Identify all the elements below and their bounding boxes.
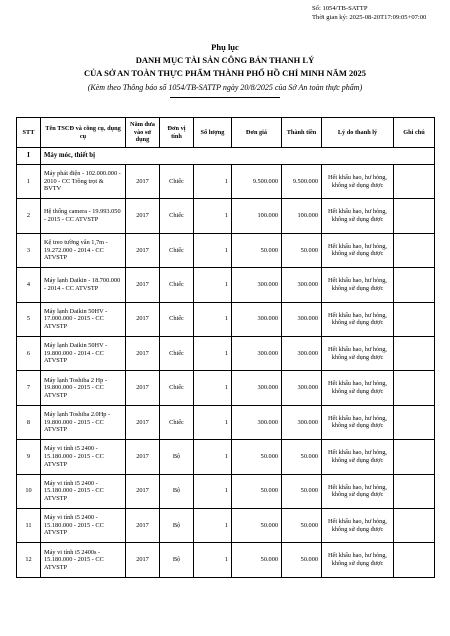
cell-unit-price: 50.000 — [232, 508, 282, 542]
cell-year: 2017 — [126, 165, 160, 199]
cell-reason: Hết khấu hao, hư hỏng, không sử dụng được — [322, 405, 394, 439]
cell-note — [394, 371, 435, 405]
cell-quantity: 1 — [194, 474, 232, 508]
cell-asset-name: Máy phát điện - 102.000.000 - 2010 - CC Trồng trọt & BVTV — [41, 165, 126, 199]
document-title-line1: DANH MỤC TÀI SẢN CÔNG BÁN THANH LÝ — [135, 55, 315, 65]
cell-asset-name: Máy lạnh Toshiba 2 Hp - 19.800.000 - 2015 - CC ATVSTP — [41, 371, 126, 405]
cell-stt: 4 — [17, 268, 41, 302]
cell-note — [394, 165, 435, 199]
cell-quantity: 1 — [194, 336, 232, 370]
cell-total: 300.000 — [282, 336, 322, 370]
document-subtitle: (Kèm theo Thông báo số 1054/TB-SATTP ngày 20/8/2025 của Sở An toàn thực phẩm) — [87, 83, 363, 92]
section-label: Máy móc, thiết bị — [41, 148, 435, 165]
cell-total: 300.000 — [282, 371, 322, 405]
cell-unit: Chiếc — [160, 405, 194, 439]
cell-asset-name: Máy vi tính i5 2400 - 15.180.000 - 2015 - CC ATVSTP — [41, 474, 126, 508]
header-unit: Đơn vị tính — [160, 118, 194, 148]
cell-note — [394, 440, 435, 474]
header-name: Tên TSCĐ và công cụ, dụng cụ — [41, 118, 126, 148]
cell-asset-name: Máy lạnh Daikin - 18.700.000 - 2014 - CC ATVSTP — [41, 268, 126, 302]
table-row — [17, 336, 435, 370]
cell-total: 9.500.000 — [282, 165, 322, 199]
cell-note — [394, 405, 435, 439]
cell-unit: Bộ — [160, 543, 194, 577]
cell-year: 2017 — [126, 233, 160, 267]
cell-asset-name: Máy lạnh Daikin 50HV - 17.000.000 - 2015 - CC ATVSTP — [41, 302, 126, 336]
appendix-label: Phụ lục — [211, 42, 239, 52]
cell-quantity: 1 — [194, 508, 232, 542]
cell-reason: Hết khấu hao, hư hỏng, không sử dụng được — [322, 543, 394, 577]
cell-total: 50.000 — [282, 474, 322, 508]
cell-asset-name: Máy lạnh Toshiba 2.0Hp - 19.800.000 - 2015 - CC ATVSTP — [41, 405, 126, 439]
cell-asset-name: Kệ treo tường vân 1,7m - 19.272.000 - 2014 - CC ATVSTP — [41, 233, 126, 267]
title-divider — [170, 97, 280, 98]
cell-reason: Hết khấu hao, hư hỏng, không sử dụng được — [322, 440, 394, 474]
cell-unit-price: 300.000 — [232, 336, 282, 370]
cell-reason: Hết khấu hao, hư hỏng, không sử dụng được — [322, 165, 394, 199]
cell-total: 300.000 — [282, 302, 322, 336]
table-row — [17, 268, 435, 302]
header-note: Ghi chú — [394, 118, 435, 148]
cell-quantity: 1 — [194, 543, 232, 577]
cell-note — [394, 336, 435, 370]
cell-year: 2017 — [126, 508, 160, 542]
cell-year: 2017 — [126, 302, 160, 336]
table-row — [17, 543, 435, 577]
document-number: Số: 1054/TB-SATTP — [312, 5, 368, 12]
cell-total: 50.000 — [282, 233, 322, 267]
cell-reason: Hết khấu hao, hư hỏng, không sử dụng được — [322, 199, 394, 233]
cell-year: 2017 — [126, 199, 160, 233]
cell-quantity: 1 — [194, 165, 232, 199]
cell-year: 2017 — [126, 336, 160, 370]
cell-note — [394, 199, 435, 233]
cell-unit: Chiếc — [160, 199, 194, 233]
cell-stt: 1 — [17, 165, 41, 199]
cell-year: 2017 — [126, 268, 160, 302]
cell-stt: 9 — [17, 440, 41, 474]
cell-quantity: 1 — [194, 405, 232, 439]
header-year: Năm đưa vào sử dụng — [126, 118, 160, 148]
cell-total: 50.000 — [282, 440, 322, 474]
cell-stt: 2 — [17, 199, 41, 233]
cell-asset-name: Máy lạnh Daikin 50HV - 19.800.000 - 2014 - CC ATVSTP — [41, 336, 126, 370]
cell-unit-price: 300.000 — [232, 268, 282, 302]
cell-total: 100.000 — [282, 199, 322, 233]
cell-total: 50.000 — [282, 543, 322, 577]
table-row — [17, 405, 435, 439]
cell-unit: Chiếc — [160, 165, 194, 199]
cell-stt: 10 — [17, 474, 41, 508]
cell-stt: 12 — [17, 543, 41, 577]
cell-unit-price: 9.500.000 — [232, 165, 282, 199]
cell-unit: Chiếc — [160, 336, 194, 370]
cell-reason: Hết khấu hao, hư hỏng, không sử dụng được — [322, 371, 394, 405]
cell-total: 50.000 — [282, 508, 322, 542]
cell-unit-price: 300.000 — [232, 371, 282, 405]
cell-unit-price: 300.000 — [232, 405, 282, 439]
cell-quantity: 1 — [194, 371, 232, 405]
cell-quantity: 1 — [194, 268, 232, 302]
cell-unit-price: 50.000 — [232, 440, 282, 474]
cell-quantity: 1 — [194, 302, 232, 336]
cell-unit: Bộ — [160, 474, 194, 508]
table-header-row — [17, 118, 435, 148]
header-unit-price: Đơn giá — [232, 118, 282, 148]
cell-year: 2017 — [126, 543, 160, 577]
cell-total: 300.000 — [282, 268, 322, 302]
cell-year: 2017 — [126, 474, 160, 508]
cell-reason: Hết khấu hao, hư hỏng, không sử dụng được — [322, 336, 394, 370]
signature-stamp — [312, 4, 426, 22]
cell-unit: Bộ — [160, 508, 194, 542]
cell-quantity: 1 — [194, 440, 232, 474]
cell-unit: Chiếc — [160, 268, 194, 302]
cell-stt: 5 — [17, 302, 41, 336]
cell-reason: Hết khấu hao, hư hỏng, không sử dụng được — [322, 474, 394, 508]
cell-quantity: 1 — [194, 199, 232, 233]
cell-stt: 11 — [17, 508, 41, 542]
cell-year: 2017 — [126, 371, 160, 405]
header-quantity: Số lượng — [194, 118, 232, 148]
cell-quantity: 1 — [194, 233, 232, 267]
table-row — [17, 165, 435, 199]
cell-unit: Bộ — [160, 440, 194, 474]
cell-asset-name: Máy vi tính i5 2400 - 15.180.000 - 2015 - CC ATVSTP — [41, 508, 126, 542]
table-row — [17, 371, 435, 405]
cell-stt: 3 — [17, 233, 41, 267]
table-row — [17, 508, 435, 542]
header-stt: STT — [17, 118, 41, 148]
cell-unit-price: 50.000 — [232, 233, 282, 267]
cell-note — [394, 268, 435, 302]
cell-reason: Hết khấu hao, hư hỏng, không sử dụng được — [322, 508, 394, 542]
cell-unit-price: 300.000 — [232, 302, 282, 336]
section-row — [17, 148, 435, 165]
table-row — [17, 233, 435, 267]
cell-unit: Chiếc — [160, 302, 194, 336]
cell-year: 2017 — [126, 440, 160, 474]
cell-stt: 8 — [17, 405, 41, 439]
cell-stt: 7 — [17, 371, 41, 405]
cell-reason: Hết khấu hao, hư hỏng, không sử dụng được — [322, 233, 394, 267]
cell-year: 2017 — [126, 405, 160, 439]
header-reason: Lý do thanh lý — [322, 118, 394, 148]
cell-asset-name: Máy vi tính i5 2400 - 15.180.000 - 2015 - CC ATVSTP — [41, 440, 126, 474]
table-row — [17, 440, 435, 474]
cell-note — [394, 508, 435, 542]
cell-unit: Chiếc — [160, 233, 194, 267]
table-row — [17, 199, 435, 233]
cell-unit-price: 50.000 — [232, 543, 282, 577]
cell-unit: Chiếc — [160, 371, 194, 405]
cell-reason: Hết khấu hao, hư hỏng, không sử dụng được — [322, 302, 394, 336]
cell-note — [394, 302, 435, 336]
cell-note — [394, 543, 435, 577]
table-row — [17, 474, 435, 508]
cell-note — [394, 233, 435, 267]
cell-reason: Hết khấu hao, hư hỏng, không sử dụng được — [322, 268, 394, 302]
cell-asset-name: Máy vi tính i5 2400s - 15.180.000 - 2015 - CC ATVSTP — [41, 543, 126, 577]
header-total: Thành tiền — [282, 118, 322, 148]
signing-time: Thời gian ký: 2025-08-20T17:09:05+07:00 — [312, 14, 427, 21]
cell-stt: 6 — [17, 336, 41, 370]
document-title-line2: CỦA SỞ AN TOÀN THỰC PHẨM THÀNH PHỐ HỒ CHÍ MINH NĂM 2025 — [84, 68, 366, 78]
cell-unit-price: 100.000 — [232, 199, 282, 233]
cell-total: 300.000 — [282, 405, 322, 439]
cell-unit-price: 50.000 — [232, 474, 282, 508]
section-number: I — [17, 148, 41, 165]
cell-note — [394, 474, 435, 508]
asset-table — [16, 117, 435, 578]
table-row — [17, 302, 435, 336]
cell-asset-name: Hệ thống camera - 19.993.050 - 2015 - CC ATVSTP — [41, 199, 126, 233]
